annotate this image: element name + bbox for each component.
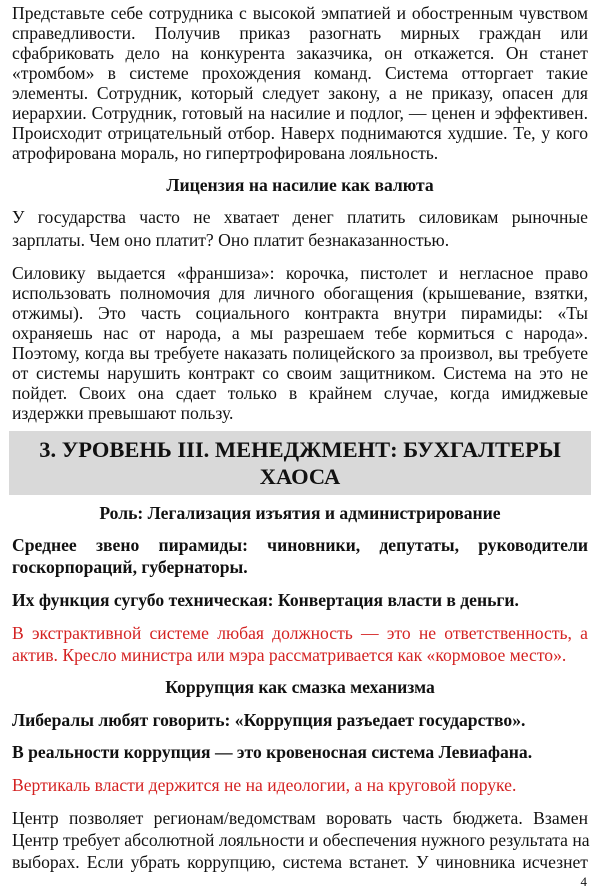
page-number: 4 — [580, 874, 587, 889]
text-line: сфабриковать дело на конкурента заказчика, он откажется. Он станет — [12, 43, 588, 63]
paragraph-liberals: Либералы любят говорить: «Коррупция разъедает государство». — [12, 710, 526, 730]
section-heading-line-2: ХАОСА — [259, 464, 341, 489]
text-line: атрофирована мораль, но гипертрофирована лояльность. — [12, 143, 439, 163]
text-line: отжимы). Это часть социального контракта внутри пирамиды: «Ты — [12, 303, 588, 323]
text-line: В экстрактивной системе любая должность — это не ответственность, а — [12, 623, 588, 643]
text-line: Поэтому, когда вы требуете наказать полицейского за произвол, вы требуете — [12, 343, 588, 363]
text-line: Центр требует абсолютной лояльности и обеспечения нужного результата на — [12, 830, 590, 850]
text-line: госкорпораций, губернаторы. — [12, 557, 248, 577]
text-line: актив. Кресло министра или мэра рассматривается как «кормовое место». — [12, 645, 567, 665]
paragraph-reality: В реальности коррупция — это кровеносная система Левиафана. — [12, 742, 533, 762]
text-line: Представьте себе сотрудника с высокой эмпатией и обостренным чувством — [12, 3, 588, 23]
text-line: охраняешь нас от народа, а мы разрешаем тебе кормиться с народа». — [12, 323, 588, 343]
text-line: выборах. Если убрать коррупцию, система встанет. У чиновника исчезнет — [12, 852, 588, 872]
text-line: пойдет. Своих она сдает только в крайнем случае, когда имиджевые — [12, 383, 588, 403]
paragraph-center — [12, 807, 588, 873]
text-line: Среднее звено пирамиды: чиновники, депутаты, руководители — [12, 535, 588, 555]
subheading-license: Лицензия на насилие как валюта — [166, 175, 434, 195]
paragraph-vertical-red: Вертикаль власти держится не на идеологии, а на круговой поруке. — [12, 775, 517, 795]
text-line: издержки превышают пользу. — [12, 403, 234, 423]
text-line: Происходит отрицательный отбор. Наверх поднимаются худшие. Те, у кого — [12, 123, 588, 143]
paragraph-negative-selection — [12, 3, 588, 163]
paragraph-salaries — [12, 206, 588, 252]
text-line: от системы нарушить контракт со своим защитником. Система на это не — [12, 363, 588, 383]
paragraph-extractive-red — [12, 622, 588, 666]
text-line: зарплаты. Чем оно платит? Оно платит безнаказанностью. — [12, 230, 450, 250]
subheading-corruption: Коррупция как смазка механизма — [165, 677, 435, 697]
text-line: Центр позволяет регионам/ведомствам воровать часть бюджета. Взамен — [12, 808, 588, 828]
text-line: элементы. Сотрудник, который следует закону, а не приказу, опасен для — [12, 83, 588, 103]
text-line: иерархии. Сотрудник, готовый на насилие и подлог, — ценен и эффективен. — [12, 103, 588, 123]
section-heading — [9, 431, 591, 490]
section-heading-line-1: 3. УРОВЕНЬ III. МЕНЕДЖМЕНТ: БУХГАЛТЕРЫ — [39, 437, 561, 462]
text-line: использовать полномочия для личного обогащения (крышевание, взятки, — [12, 283, 588, 303]
paragraph-function: Их функция сугубо техническая: Конвертация власти в деньги. — [12, 590, 519, 610]
text-line: У государства часто не хватает денег платить силовикам рыночные — [12, 207, 588, 227]
text-line: «тромбом» в системе прохождения команд. Система отторгает такие — [12, 63, 588, 83]
paragraph-middle-tier — [12, 534, 588, 578]
section-heading-band — [9, 431, 591, 495]
role-subheading: Роль: Легализация изъятия и администрирование — [99, 503, 501, 523]
text-line: Силовику выдается «франшиза»: корочка, пистолет и негласное право — [12, 263, 588, 283]
text-line: справедливости. Получив приказ разогнать мирных граждан или — [12, 23, 588, 43]
paragraph-franchise — [12, 263, 588, 423]
